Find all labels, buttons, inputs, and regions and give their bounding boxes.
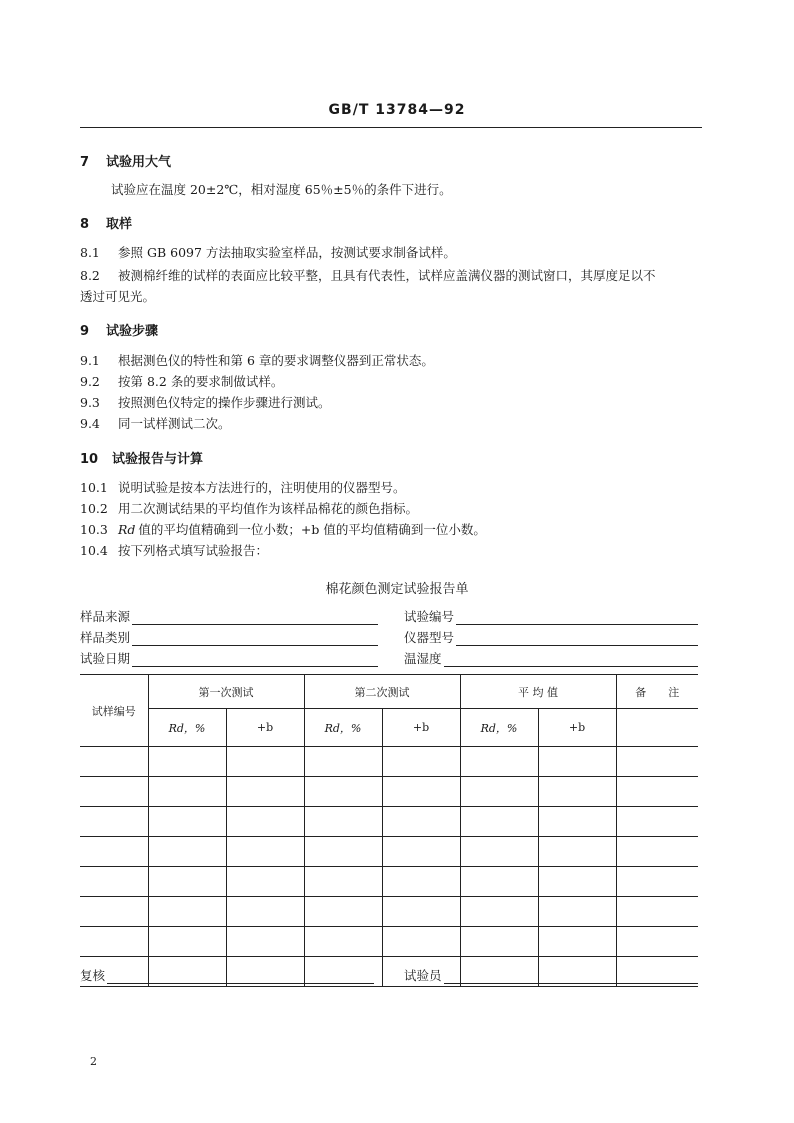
field-label: 样品类别 bbox=[80, 630, 131, 645]
table-cell[interactable] bbox=[460, 777, 538, 807]
clause-text: 用二次测试结果的平均值作为该样品棉花的颜色指标。 bbox=[118, 501, 419, 516]
table-cell[interactable] bbox=[460, 747, 538, 777]
table-cell[interactable] bbox=[538, 927, 616, 957]
clause-number: 10.4 bbox=[80, 543, 108, 558]
table-cell[interactable] bbox=[382, 867, 460, 897]
b-subheader: +b bbox=[226, 709, 304, 747]
clause-text: 按下列格式填写试验报告： bbox=[118, 543, 269, 558]
standard-code: GB/T 13784—92 bbox=[328, 102, 466, 118]
section-title-text: 试验用大气 bbox=[106, 155, 172, 170]
table-cell[interactable] bbox=[382, 837, 460, 867]
fill-line[interactable] bbox=[444, 969, 698, 984]
clause-9-3 bbox=[80, 394, 331, 412]
table-cell[interactable] bbox=[226, 747, 304, 777]
table-cell[interactable] bbox=[226, 837, 304, 867]
fill-line[interactable] bbox=[132, 631, 378, 646]
section-number: 9 bbox=[80, 324, 90, 339]
table-cell[interactable] bbox=[304, 777, 382, 807]
remarks-cell[interactable] bbox=[616, 709, 698, 747]
table-row bbox=[80, 927, 698, 957]
clause-text: 根据测色仪的特性和第 6 章的要求调整仪器到正常状态。 bbox=[118, 353, 434, 368]
fill-line[interactable] bbox=[132, 610, 378, 625]
table-cell[interactable] bbox=[80, 777, 148, 807]
field-label: 仪器型号 bbox=[404, 630, 455, 645]
temp-humidity-field[interactable] bbox=[404, 649, 698, 667]
table-row bbox=[80, 807, 698, 837]
tester-field[interactable] bbox=[404, 966, 698, 984]
table-cell[interactable] bbox=[460, 837, 538, 867]
table-cell[interactable] bbox=[382, 747, 460, 777]
field-label: 试验员 bbox=[404, 968, 442, 983]
section-title-text: 试验步骤 bbox=[106, 324, 159, 339]
section-10-title bbox=[80, 448, 203, 467]
report-form-title: 棉花颜色测定试验报告单 bbox=[325, 582, 469, 597]
rd-symbol: Rd bbox=[118, 522, 136, 537]
remarks-header: 备 注 bbox=[616, 675, 698, 709]
table-cell[interactable] bbox=[148, 867, 226, 897]
report-table bbox=[80, 674, 698, 987]
table-cell[interactable] bbox=[460, 927, 538, 957]
clause-number: 9.2 bbox=[80, 374, 100, 389]
table-cell[interactable] bbox=[460, 897, 538, 927]
table-cell[interactable] bbox=[616, 897, 698, 927]
field-label: 温湿度 bbox=[404, 651, 442, 666]
field-label: 试验日期 bbox=[80, 651, 131, 666]
clause-8-2-continued: 透过可见光。 bbox=[80, 289, 156, 304]
table-cell[interactable] bbox=[304, 837, 382, 867]
table-row bbox=[80, 777, 698, 807]
field-label: 复核 bbox=[80, 968, 106, 983]
section-title-text: 取样 bbox=[106, 217, 133, 232]
table-cell[interactable] bbox=[460, 807, 538, 837]
clause-10-2 bbox=[80, 500, 418, 518]
table-cell[interactable] bbox=[304, 867, 382, 897]
table-cell[interactable] bbox=[80, 927, 148, 957]
sample-number-header: 试样编号 bbox=[80, 675, 148, 747]
clause-text: 按第 8.2 条的要求制做试样。 bbox=[118, 374, 284, 389]
test-date-field[interactable] bbox=[80, 649, 378, 667]
table-cell[interactable] bbox=[616, 927, 698, 957]
section-title-text: 试验报告与计算 bbox=[112, 452, 204, 467]
clause-8-1 bbox=[80, 244, 456, 262]
clause-number: 8.2 bbox=[80, 268, 100, 283]
table-row bbox=[80, 867, 698, 897]
fill-line[interactable] bbox=[132, 652, 378, 667]
section-number: 7 bbox=[80, 155, 90, 170]
second-test-header: 第二次测试 bbox=[304, 675, 460, 709]
table-cell[interactable] bbox=[304, 747, 382, 777]
clause-text: 被测棉纤维的试样的表面应比较平整，且具有代表性，试样应盖满仪器的测试窗口，其厚度足以不 bbox=[118, 268, 656, 283]
header-rule bbox=[80, 127, 702, 128]
table-cell[interactable] bbox=[148, 897, 226, 927]
field-label: 试验编号 bbox=[404, 609, 455, 624]
table-cell[interactable] bbox=[80, 867, 148, 897]
fill-line[interactable] bbox=[456, 631, 698, 646]
table-cell[interactable] bbox=[226, 927, 304, 957]
clause-number: 10.3 bbox=[80, 522, 108, 537]
table-cell[interactable] bbox=[304, 927, 382, 957]
fill-line[interactable] bbox=[444, 652, 698, 667]
table-cell[interactable] bbox=[226, 897, 304, 927]
table-row bbox=[80, 747, 698, 777]
b-subheader: +b bbox=[538, 709, 616, 747]
table-cell[interactable] bbox=[382, 927, 460, 957]
rd-subheader: Rd，% bbox=[148, 709, 226, 747]
average-header: 平 均 值 bbox=[460, 675, 616, 709]
clause-text: 同一试样测试二次。 bbox=[118, 416, 231, 431]
table-cell[interactable] bbox=[616, 747, 698, 777]
clause-10-4 bbox=[80, 542, 268, 560]
table-cell[interactable] bbox=[226, 867, 304, 897]
section-number: 8 bbox=[80, 217, 90, 232]
table-cell[interactable] bbox=[538, 777, 616, 807]
clause-text: 值的平均值精确到一位小数；+b 值的平均值精确到一位小数。 bbox=[138, 522, 486, 537]
table-cell[interactable] bbox=[460, 867, 538, 897]
clause-number: 9.3 bbox=[80, 395, 100, 410]
clause-text: 参照 GB 6097 方法抽取实验室样品，按测试要求制备试样。 bbox=[118, 245, 456, 260]
table-cell[interactable] bbox=[382, 897, 460, 927]
table-row bbox=[80, 837, 698, 867]
page-number: 2 bbox=[90, 1055, 97, 1068]
clause-number: 8.1 bbox=[80, 245, 100, 260]
clause-10-1 bbox=[80, 479, 406, 497]
clause-number: 10.1 bbox=[80, 480, 108, 495]
table-cell[interactable] bbox=[304, 807, 382, 837]
table-cell[interactable] bbox=[616, 867, 698, 897]
table-cell[interactable] bbox=[148, 837, 226, 867]
rd-subheader: Rd，% bbox=[460, 709, 538, 747]
section-8-title bbox=[80, 213, 132, 232]
clause-number: 9.1 bbox=[80, 353, 100, 368]
table-cell[interactable] bbox=[538, 837, 616, 867]
table-cell[interactable] bbox=[538, 867, 616, 897]
table-cell[interactable] bbox=[538, 747, 616, 777]
clause-8-2 bbox=[80, 267, 656, 285]
table-cell[interactable] bbox=[80, 747, 148, 777]
clause-text: 说明试验是按本方法进行的，注明使用的仪器型号。 bbox=[118, 480, 406, 495]
sample-source-field[interactable] bbox=[80, 607, 378, 625]
table-cell[interactable] bbox=[148, 807, 226, 837]
rd-subheader: Rd，% bbox=[304, 709, 382, 747]
table-cell[interactable] bbox=[538, 807, 616, 837]
table-cell[interactable] bbox=[616, 807, 698, 837]
fill-line[interactable] bbox=[456, 610, 698, 625]
table-cell[interactable] bbox=[148, 777, 226, 807]
reviewer-field[interactable] bbox=[80, 966, 374, 984]
table-cell[interactable] bbox=[148, 747, 226, 777]
field-label: 样品来源 bbox=[80, 609, 131, 624]
table-cell[interactable] bbox=[226, 777, 304, 807]
section-7-paragraph: 试验应在温度 20±2℃，相对湿度 65％±5％的条件下进行。 bbox=[111, 182, 452, 197]
clause-9-2 bbox=[80, 373, 283, 391]
table-cell[interactable] bbox=[80, 837, 148, 867]
section-9-title bbox=[80, 320, 158, 339]
clause-9-1 bbox=[80, 352, 434, 370]
table-cell[interactable] bbox=[80, 807, 148, 837]
table-cell[interactable] bbox=[382, 777, 460, 807]
fill-line[interactable] bbox=[107, 969, 374, 984]
table-row bbox=[80, 897, 698, 927]
table-cell[interactable] bbox=[616, 777, 698, 807]
clause-text: 按照测色仪特定的操作步骤进行测试。 bbox=[118, 395, 331, 410]
table-cell[interactable] bbox=[616, 837, 698, 867]
b-subheader: +b bbox=[382, 709, 460, 747]
table-cell[interactable] bbox=[304, 897, 382, 927]
table-cell[interactable] bbox=[226, 807, 304, 837]
section-number: 10 bbox=[80, 452, 99, 467]
sample-type-field[interactable] bbox=[80, 628, 378, 646]
table-cell[interactable] bbox=[538, 897, 616, 927]
table-cell[interactable] bbox=[382, 807, 460, 837]
clause-9-4 bbox=[80, 415, 231, 433]
test-number-field[interactable] bbox=[404, 607, 698, 625]
table-cell[interactable] bbox=[148, 927, 226, 957]
table-cell[interactable] bbox=[80, 897, 148, 927]
clause-number: 10.2 bbox=[80, 501, 108, 516]
section-7-title bbox=[80, 151, 171, 170]
instrument-model-field[interactable] bbox=[404, 628, 698, 646]
first-test-header: 第一次测试 bbox=[148, 675, 304, 709]
clause-10-3 bbox=[80, 521, 486, 539]
clause-number: 9.4 bbox=[80, 416, 100, 431]
